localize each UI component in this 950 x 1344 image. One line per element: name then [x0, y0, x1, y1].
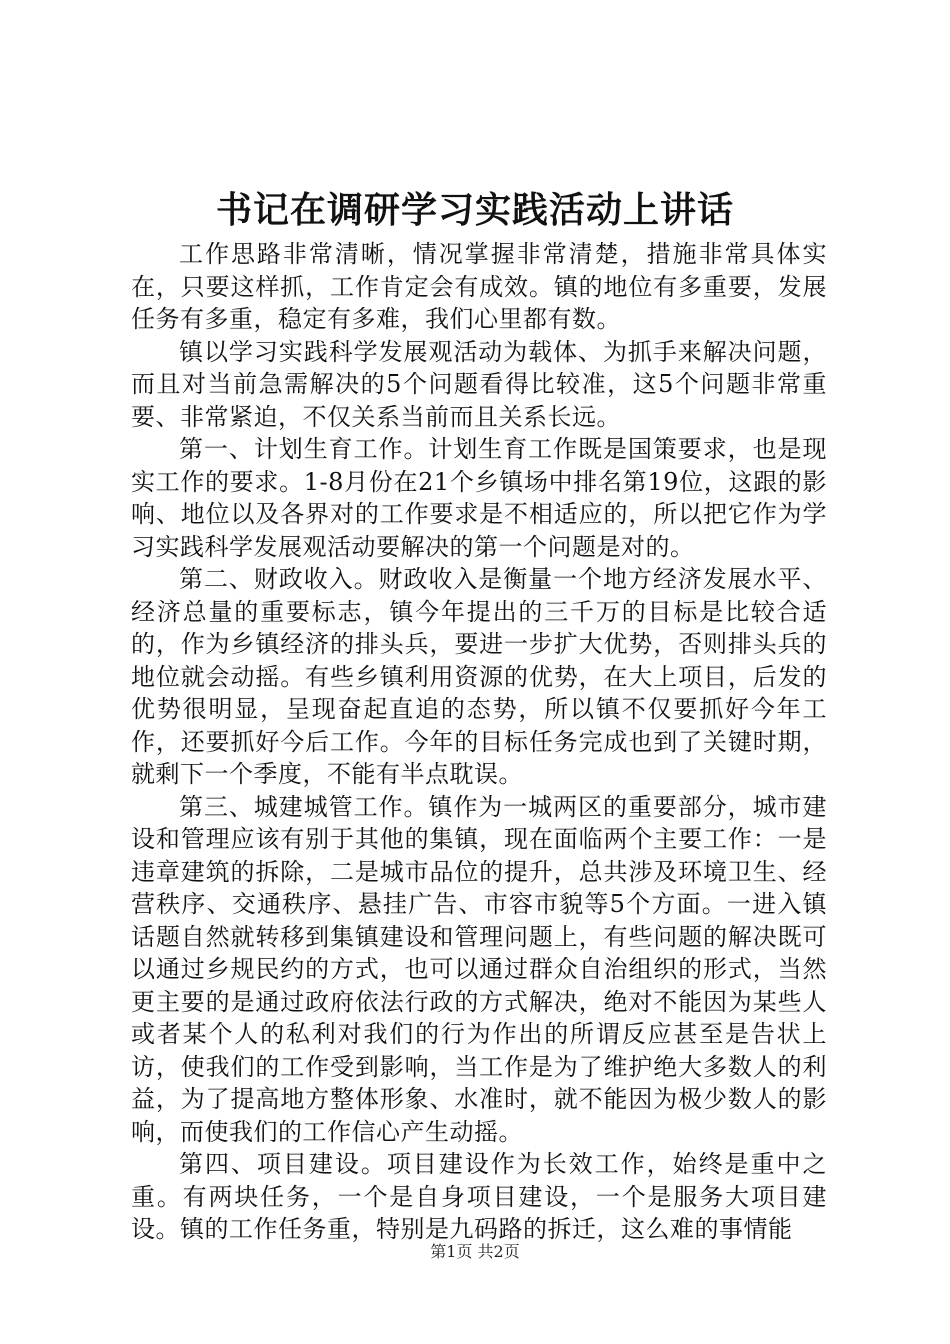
paragraph-five-issues: 镇以学习实践科学发展观活动为载体、为抓手来解决问题，而且对当前急需解决的5个问题看得比较准，这5个问题非常重要、非常紧迫，不仅关系当前而且关系长远。: [131, 337, 827, 431]
page-footer: 第1页 共2页: [430, 1242, 520, 1261]
paragraph-intro: 工作思路非常清晰，情况掌握非常清楚，措施非常具体实在，只要这样抓，工作肯定会有成效。镇的地位有多重要，发展任务有多重，稳定有多难，我们心里都有数。: [131, 240, 827, 333]
paragraph-family-planning: 第一、计划生育工作。计划生育工作既是国策要求，也是现实工作的要求。1-8月份在21个乡镇场中排名第19位，这跟的影响、地位以及各界对的工作要求是不相适应的，所以把它作为学习实践科学发展观活动要解决的第一个问题是对的。: [131, 435, 827, 561]
document-title: 书记在调研学习实践活动上讲话: [215, 189, 734, 231]
document-body: [131, 238, 827, 1246]
paragraph-project-construction: 第四、项目建设。项目建设作为长效工作，始终是重中之重。有两块任务，一个是自身项目建设，一个是服务大项目建设。镇的工作任务重，特别是九码路的拆迁，这么难的事情能: [131, 1150, 827, 1243]
paragraph-fiscal-revenue: 第二、财政收入。财政收入是衡量一个地方经济发展水平、经济总量的重要标志，镇今年提出的三千万的目标是比较合适的，作为乡镇经济的排头兵，要进一步扩大优势，否则排头兵的地位就会动摇。有些乡镇利用资源的优势，在大上项目，后发的优势很明显，呈现奋起直追的态势，所以镇不仅要抓好今年工作，还要抓好今后工作。今年的目标任务完成也到了关键时期，就剩下一个季度，不能有半点耽误。: [131, 565, 827, 788]
paragraph-urban-management: 第三、城建城管工作。镇作为一城两区的重要部分，城市建设和管理应该有别于其他的集镇，现在面临两个主要工作：一是违章建筑的拆除，二是城市品位的提升，总共涉及环境卫生、经营秩序、交通秩序、悬挂广告、市容市貌等5个方面。一进入镇话题自然就转移到集镇建设和管理问题上，有些问题的解决既可以通过乡规民约的方式，也可以通过群众自治组织的形式，当然更主要的是通过政府依法行政的方式解决，绝对不能因为某些人或者某个人的私利对我们的行为作出的所谓反应甚至是告状上访，使我们的工作受到影响，当工作是为了维护绝大多数人的利益，为了提高地方整体形象、水准时，就不能因为极少数人的影响，而使我们的工作信心产生动摇。: [131, 792, 827, 1146]
